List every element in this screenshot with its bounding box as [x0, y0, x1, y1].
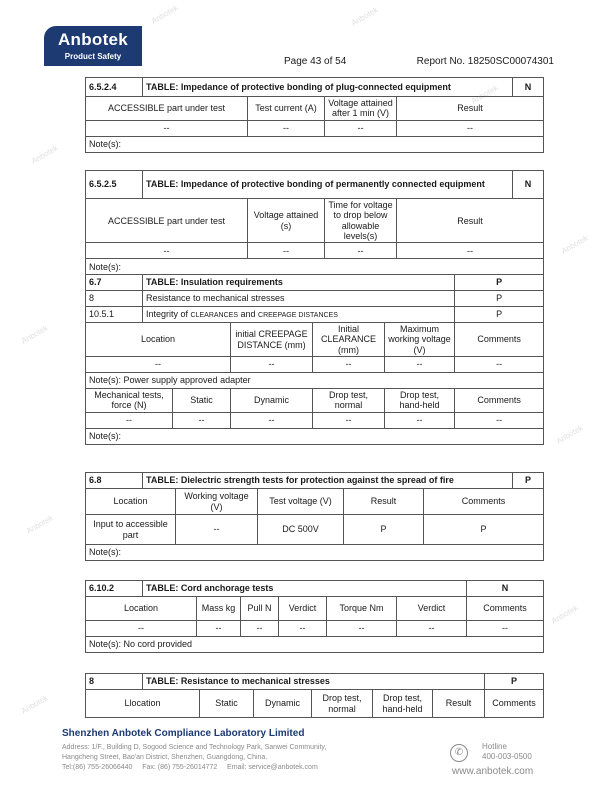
column-header: Comments [455, 389, 544, 413]
footer-website: www.anbotek.com [452, 766, 534, 777]
watermark-text: Anbotek [469, 83, 500, 106]
table-verdict: N [513, 78, 544, 97]
column-header: Working voltage (V) [176, 489, 258, 515]
column-header: Comments [485, 690, 544, 718]
column-header: Voltage attained (s) [248, 199, 325, 243]
report-number: Report No. 18250SC00074301 [416, 56, 554, 67]
table-notes: Note(s): No cord provided [86, 637, 544, 653]
table-mechanical-stresses [85, 673, 544, 718]
table-cell: Input to accessible part [86, 515, 176, 545]
row-clause: 10.5.1 [86, 307, 143, 323]
watermark-text: Anbotek [349, 5, 380, 28]
table-title: TABLE: Impedance of protective bonding of permanently connected equipment [143, 171, 513, 199]
table-title: TABLE: Impedance of protective bonding of plug-connected equipment [143, 78, 513, 97]
table-verdict: P [485, 674, 544, 690]
company-logo [44, 26, 142, 66]
table-cell: P [344, 515, 424, 545]
table-cell: -- [176, 515, 258, 545]
watermark-text: Anbotek [19, 693, 50, 716]
table-notes: Note(s): [86, 259, 544, 275]
table-cell: -- [86, 357, 231, 373]
table-cell: -- [86, 621, 197, 637]
column-header: Static [173, 389, 231, 413]
footer-address-line-1: Address: 1/F., Building D, Sogood Science and Technology Park, Sanwei Community, [62, 744, 327, 751]
phone-icon: ✆ [450, 744, 468, 762]
table-cell: DC 500V [258, 515, 344, 545]
column-header: Pull N [241, 597, 279, 621]
table-cell: -- [455, 357, 544, 373]
footer-address-line-2: Hangcheng Street, Bao'an District, Shenzhen, Guangdong, China. [62, 754, 268, 761]
row-text [143, 307, 455, 323]
logo-sub-text: Product Safety [64, 52, 122, 61]
column-header: Location [86, 489, 176, 515]
column-header: Verdict [397, 597, 467, 621]
table-cell: -- [385, 357, 455, 373]
column-header: Test current (A) [248, 97, 325, 121]
row-text-part: and [238, 308, 259, 319]
table-cell: -- [385, 412, 455, 428]
watermark-text: Anbotek [149, 3, 180, 26]
table-cell: -- [397, 120, 544, 136]
table-verdict: P [455, 275, 544, 291]
footer-email: Email: service@anbotek.com [227, 764, 318, 771]
table-cell: -- [248, 243, 325, 259]
column-header: Comments [455, 323, 544, 357]
column-header: Result [344, 489, 424, 515]
table-cell: P [424, 515, 544, 545]
page-number: Page 43 of 54 [284, 56, 347, 67]
table-cell: -- [173, 412, 231, 428]
table-clause: 6.8 [86, 473, 143, 489]
column-header: Comments [467, 597, 544, 621]
watermark-text: Anbotek [24, 513, 55, 536]
column-header: Torque Nm [327, 597, 397, 621]
column-header: Maximum working voltage (V) [385, 323, 455, 357]
table-cell: -- [241, 621, 279, 637]
footer-contact-line [62, 764, 318, 771]
watermark-text: Anbotek [554, 423, 585, 446]
column-header: Drop test, normal [312, 690, 373, 718]
table-cell: -- [397, 243, 544, 259]
row-text: Resistance to mechanical stresses [143, 291, 455, 307]
footer-tel: Tel:(86) 755-26066440 [62, 764, 133, 771]
table-protective-bonding-plug [85, 77, 544, 153]
table-verdict: N [513, 171, 544, 199]
table-protective-bonding-permanent [85, 170, 544, 275]
column-header: Mechanical tests, force (N) [86, 389, 173, 413]
column-header: Mass kg [197, 597, 241, 621]
table-verdict: N [467, 581, 544, 597]
table-title: TABLE: Resistance to mechanical stresses [143, 674, 485, 690]
watermark-text: Anbotek [559, 233, 590, 256]
footer-fax: Fax: (86) 755-26014772 [142, 764, 218, 771]
table-cell: -- [325, 120, 397, 136]
table-cell: -- [327, 621, 397, 637]
page-header [44, 26, 554, 70]
table-verdict: P [513, 473, 544, 489]
footer-company-name: Shenzhen Anbotek Compliance Laboratory Limited [62, 728, 305, 739]
watermark-text: Anbotek [549, 603, 580, 626]
column-header: Location [86, 323, 231, 357]
column-header: Dynamic [231, 389, 313, 413]
table-cell: -- [397, 621, 467, 637]
table-clause: 8 [86, 674, 143, 690]
table-cell: -- [313, 357, 385, 373]
column-header: Verdict [279, 597, 327, 621]
column-header: Time for voltage to drop below allowable levels(s) [325, 199, 397, 243]
column-header: Dynamic [254, 690, 312, 718]
column-header: ACCESSIBLE part under test [86, 199, 248, 243]
table-dielectric-strength [85, 472, 544, 561]
table-cell: -- [248, 120, 325, 136]
row-clause: 8 [86, 291, 143, 307]
table-cell: -- [313, 412, 385, 428]
column-header: Comments [424, 489, 544, 515]
row-text-part: CLEARANCES [190, 311, 238, 319]
column-header: Llocation [86, 690, 200, 718]
column-header: Drop test, hand-held [373, 690, 433, 718]
table-clause: 6.7 [86, 275, 143, 291]
table-insulation-requirements [85, 274, 544, 445]
table-cell: -- [231, 412, 313, 428]
table-cell: -- [455, 412, 544, 428]
table-cell: -- [86, 120, 248, 136]
table-cell: -- [467, 621, 544, 637]
column-header: Initial CLEARANCE (mm) [313, 323, 385, 357]
column-header: initial CREEPAGE DISTANCE (mm) [231, 323, 313, 357]
table-title: TABLE: Cord anchorage tests [143, 581, 467, 597]
watermark-text: Anbotek [29, 143, 60, 166]
table-notes: Note(s): Power supply approved adapter [86, 373, 544, 389]
logo-main-text: Anbotek [57, 30, 129, 49]
table-title: TABLE: Dielectric strength tests for protection against the spread of fire [143, 473, 513, 489]
table-notes: Note(s): [86, 136, 544, 152]
column-header: Result [433, 690, 485, 718]
row-verdict: P [455, 307, 544, 323]
table-clause: 6.10.2 [86, 581, 143, 597]
column-header: Test voltage (V) [258, 489, 344, 515]
table-clause: 6.5.2.4 [86, 78, 143, 97]
table-cell: -- [86, 412, 173, 428]
column-header: Result [397, 199, 544, 243]
watermark-text: Anbotek [19, 323, 50, 346]
table-cell: -- [325, 243, 397, 259]
column-header: Result [397, 97, 544, 121]
footer-hotline-label: Hotline [482, 742, 507, 751]
footer-hotline-number: 400-003-0500 [482, 752, 532, 761]
page-footer [62, 728, 562, 783]
column-header: Location [86, 597, 197, 621]
column-header: ACCESSIBLE part under test [86, 97, 248, 121]
table-cell: -- [86, 243, 248, 259]
table-cell: -- [197, 621, 241, 637]
table-notes: Note(s): [86, 428, 544, 444]
table-cell: -- [279, 621, 327, 637]
column-header: Static [200, 690, 254, 718]
row-text-part: CREEPAGE DISTANCES [258, 311, 338, 319]
table-title: TABLE: Insulation requirements [143, 275, 455, 291]
column-header: Drop test, normal [313, 389, 385, 413]
table-clause: 6.5.2.5 [86, 171, 143, 199]
table-cord-anchorage [85, 580, 544, 653]
column-header: Voltage attained after 1 min (V) [325, 97, 397, 121]
row-text-part: Integrity of [146, 308, 191, 319]
row-verdict: P [455, 291, 544, 307]
table-cell: -- [231, 357, 313, 373]
column-header: Drop test, hand-held [385, 389, 455, 413]
table-notes: Note(s): [86, 545, 544, 561]
